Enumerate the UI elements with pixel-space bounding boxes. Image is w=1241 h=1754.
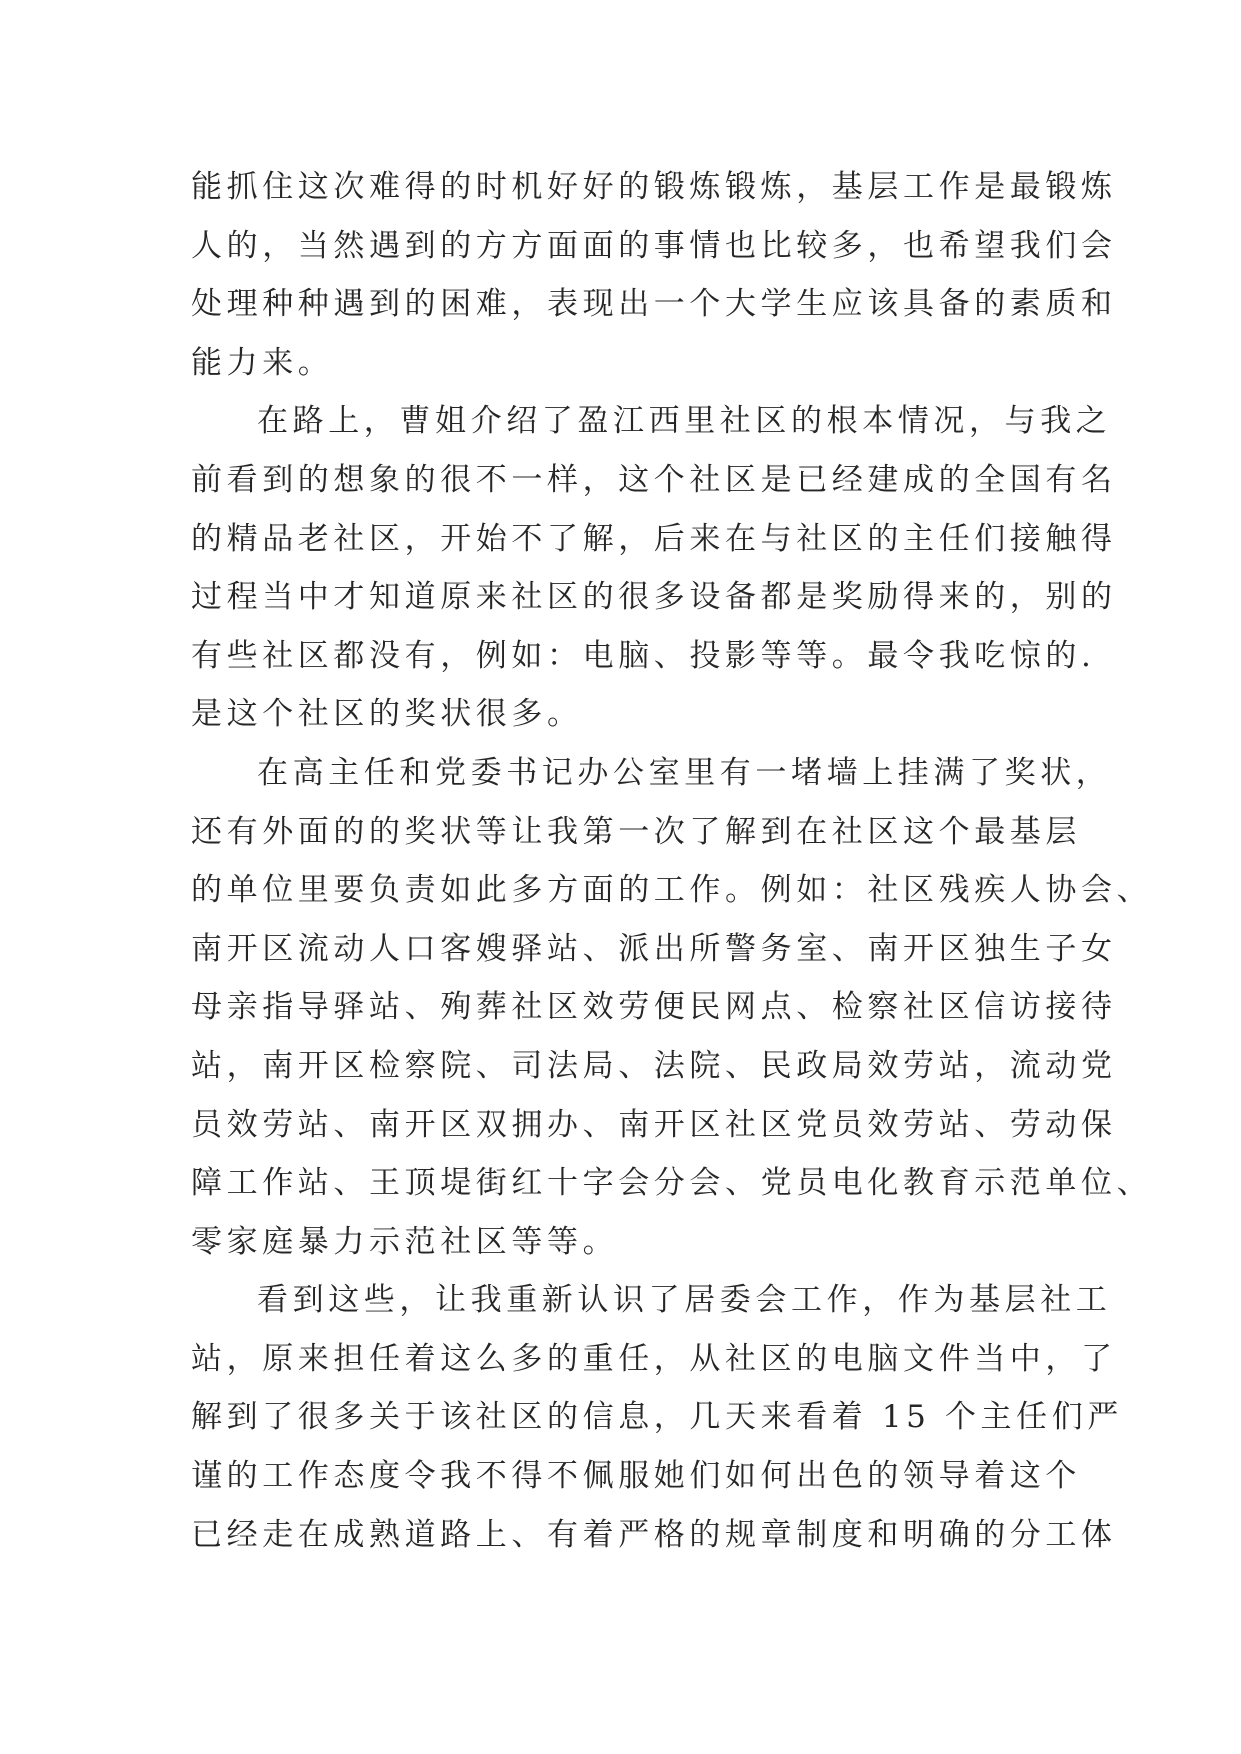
text-line: 有些社区都没有，例如：电脑、投影等等。最令我吃惊的. [191,637,1096,674]
text-line: 谨的工作态度令我不得不佩服她们如何出色的领导着这个 [191,1458,1081,1495]
document-body [191,158,1153,1564]
text-line: 能力来。 [191,344,334,381]
text-line: 解到了很多关于该社区的信息，几天来看着 15 个主任们严 [191,1399,1123,1436]
text-line: 人的，当然遇到的方方面面的事情也比较多，也希望我们会 [191,227,1117,264]
text-line: 站，原来担任着这么多的重任，从社区的电脑文件当中，了 [191,1340,1117,1377]
text-line: 零家庭暴力示范社区等等。 [191,1223,619,1260]
text-line: 看到这些，让我重新认识了居委会工作，作为基层社工 [257,1282,1112,1319]
paragraph-3 [191,744,1153,1271]
text-line: 是这个社区的奖状很多。 [191,696,583,733]
text-line: 在高主任和党委书记办公室里有一堵墙上挂满了奖状， [257,754,1112,791]
text-line: 前看到的想象的很不一样，这个社区是已经建成的全国有名 [191,461,1117,498]
text-line: 过程当中才知道原来社区的很多设备都是奖励得来的，别的 [191,579,1117,616]
text-line: 员效劳站、南开区双拥办、南开区社区党员效劳站、劳动保 [191,1106,1117,1143]
text-line: 在路上，曹姐介绍了盈江西里社区的根本情况，与我之 [257,403,1112,440]
paragraph-4 [191,1271,1123,1564]
paragraph-1 [191,158,1117,392]
text-line: 的精品老社区，开始不了解，后来在与社区的主任们接触得 [191,520,1117,557]
text-line: 能抓住这次难得的时机好好的锻炼锻炼，基层工作是最锻炼 [191,169,1117,205]
text-line: 母亲指导驿站、殉葬社区效劳便民网点、检察社区信访接待 [191,989,1117,1026]
paragraph-2 [191,392,1117,744]
text-line: 南开区流动人口客嫂驿站、派出所警务室、南开区独生子女 [191,930,1117,967]
text-line: 还有外面的的奖状等让我第一次了解到在社区这个最基层 [191,813,1081,850]
text-line: 已经走在成熟道路上、有着严格的规章制度和明确的分工体 [191,1516,1117,1553]
text-line: 站，南开区检察院、司法局、法院、民政局效劳站，流动党 [191,1047,1117,1084]
text-line: 处理种种遇到的困难，表现出一个大学生应该具备的素质和 [191,286,1117,323]
text-line: 的单位里要负责如此多方面的工作。例如：社区残疾人协会、 [191,872,1153,909]
text-line: 障工作站、王顶堤街红十字会分会、党员电化教育示范单位、 [191,1165,1153,1202]
